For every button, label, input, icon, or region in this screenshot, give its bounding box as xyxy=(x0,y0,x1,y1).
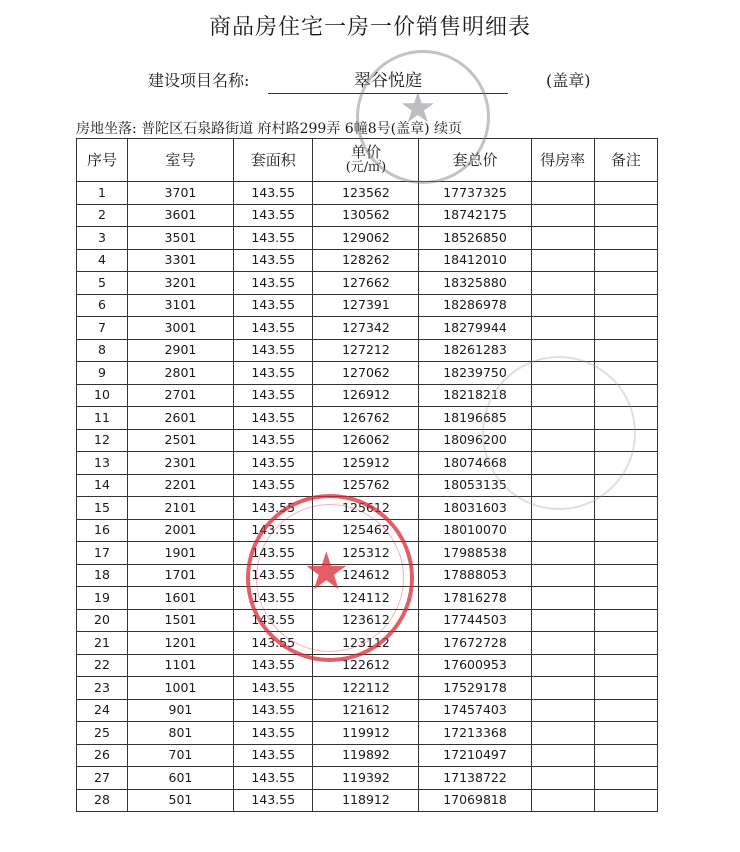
cell-index: 18 xyxy=(77,564,128,587)
cell-index: 10 xyxy=(77,384,128,407)
cell-total-price: 18218218 xyxy=(419,384,531,407)
cell-unit-price: 121612 xyxy=(313,699,419,722)
cell-notes xyxy=(594,519,657,542)
header-efficiency: 得房率 xyxy=(531,139,594,182)
table-row xyxy=(77,744,658,767)
cell-room: 2701 xyxy=(127,384,233,407)
cell-unit-price: 119912 xyxy=(313,722,419,745)
cell-total-price: 17069818 xyxy=(419,789,531,812)
table-row xyxy=(77,317,658,340)
cell-total-price: 17737325 xyxy=(419,182,531,205)
cell-unit-price: 126912 xyxy=(313,384,419,407)
table-row xyxy=(77,294,658,317)
cell-area: 143.55 xyxy=(233,384,313,407)
cell-notes xyxy=(594,564,657,587)
table-row xyxy=(77,609,658,632)
cell-unit-price: 118912 xyxy=(313,789,419,812)
star-icon: ★ xyxy=(399,83,437,132)
cell-unit-price: 124612 xyxy=(313,564,419,587)
table-row xyxy=(77,587,658,610)
cell-efficiency xyxy=(531,609,594,632)
cell-unit-price: 125462 xyxy=(313,519,419,542)
cell-room: 3301 xyxy=(127,249,233,272)
cell-efficiency xyxy=(531,767,594,790)
cell-notes xyxy=(594,632,657,655)
cell-unit-price: 126762 xyxy=(313,407,419,430)
cell-notes xyxy=(594,722,657,745)
cell-notes xyxy=(594,249,657,272)
cell-efficiency xyxy=(531,339,594,362)
cell-index: 20 xyxy=(77,609,128,632)
cell-notes xyxy=(594,317,657,340)
cell-unit-price: 122112 xyxy=(313,677,419,700)
cell-unit-price: 123112 xyxy=(313,632,419,655)
cell-area: 143.55 xyxy=(233,497,313,520)
cell-index: 26 xyxy=(77,744,128,767)
cell-total-price: 17888053 xyxy=(419,564,531,587)
cell-area: 143.55 xyxy=(233,429,313,452)
cell-notes xyxy=(594,362,657,385)
cell-unit-price: 123562 xyxy=(313,182,419,205)
table-row xyxy=(77,474,658,497)
cell-area: 143.55 xyxy=(233,722,313,745)
cell-notes xyxy=(594,272,657,295)
cell-room: 2301 xyxy=(127,452,233,475)
project-row xyxy=(148,66,628,94)
cell-total-price: 18261283 xyxy=(419,339,531,362)
cell-efficiency xyxy=(531,249,594,272)
cell-area: 143.55 xyxy=(233,789,313,812)
cell-room: 601 xyxy=(127,767,233,790)
cell-efficiency xyxy=(531,587,594,610)
cell-notes xyxy=(594,699,657,722)
table-row xyxy=(77,542,658,565)
cell-index: 24 xyxy=(77,699,128,722)
cell-room: 2801 xyxy=(127,362,233,385)
cell-room: 2501 xyxy=(127,429,233,452)
cell-index: 28 xyxy=(77,789,128,812)
cell-total-price: 18096200 xyxy=(419,429,531,452)
cell-notes xyxy=(594,609,657,632)
cell-index: 22 xyxy=(77,654,128,677)
cell-unit-price: 129062 xyxy=(313,227,419,250)
cell-room: 501 xyxy=(127,789,233,812)
cell-total-price: 17457403 xyxy=(419,699,531,722)
cell-room: 1701 xyxy=(127,564,233,587)
cell-room: 2901 xyxy=(127,339,233,362)
cell-index: 5 xyxy=(77,272,128,295)
star-icon: ★ xyxy=(303,542,350,602)
cell-room: 901 xyxy=(127,699,233,722)
cell-efficiency xyxy=(531,632,594,655)
sales-table xyxy=(76,138,658,812)
cell-unit-price: 123612 xyxy=(313,609,419,632)
cell-efficiency xyxy=(531,362,594,385)
cell-notes xyxy=(594,744,657,767)
cell-notes xyxy=(594,474,657,497)
cell-unit-price: 122612 xyxy=(313,654,419,677)
cell-efficiency xyxy=(531,654,594,677)
cell-room: 801 xyxy=(127,722,233,745)
cell-efficiency xyxy=(531,452,594,475)
cell-efficiency xyxy=(531,744,594,767)
cell-index: 21 xyxy=(77,632,128,655)
cell-index: 9 xyxy=(77,362,128,385)
cell-unit-price: 128262 xyxy=(313,249,419,272)
cell-room: 1101 xyxy=(127,654,233,677)
table-row xyxy=(77,407,658,430)
cell-area: 143.55 xyxy=(233,609,313,632)
cell-area: 143.55 xyxy=(233,339,313,362)
cell-unit-price: 119392 xyxy=(313,767,419,790)
cell-unit-price: 126062 xyxy=(313,429,419,452)
cell-index: 14 xyxy=(77,474,128,497)
cell-unit-price: 127391 xyxy=(313,294,419,317)
cell-total-price: 18279944 xyxy=(419,317,531,340)
cell-index: 12 xyxy=(77,429,128,452)
cell-room: 3601 xyxy=(127,204,233,227)
cell-area: 143.55 xyxy=(233,407,313,430)
cell-efficiency xyxy=(531,227,594,250)
cell-total-price: 18010070 xyxy=(419,519,531,542)
cell-efficiency xyxy=(531,294,594,317)
cell-notes xyxy=(594,789,657,812)
cell-unit-price: 127062 xyxy=(313,362,419,385)
cell-efficiency xyxy=(531,519,594,542)
table-header-row xyxy=(77,139,658,182)
cell-unit-price: 125912 xyxy=(313,452,419,475)
cell-unit-price: 127662 xyxy=(313,272,419,295)
cell-area: 143.55 xyxy=(233,294,313,317)
header-area: 套面积 xyxy=(233,139,313,182)
cell-area: 143.55 xyxy=(233,632,313,655)
table-row xyxy=(77,654,658,677)
cell-notes xyxy=(594,654,657,677)
cell-room: 3101 xyxy=(127,294,233,317)
cell-index: 16 xyxy=(77,519,128,542)
cell-room: 3501 xyxy=(127,227,233,250)
cell-total-price: 18742175 xyxy=(419,204,531,227)
cell-room: 1201 xyxy=(127,632,233,655)
cell-total-price: 18325880 xyxy=(419,272,531,295)
cell-notes xyxy=(594,429,657,452)
cell-room: 2101 xyxy=(127,497,233,520)
cell-total-price: 17600953 xyxy=(419,654,531,677)
table-row xyxy=(77,497,658,520)
cell-index: 13 xyxy=(77,452,128,475)
table-row xyxy=(77,204,658,227)
cell-index: 25 xyxy=(77,722,128,745)
cell-total-price: 18526850 xyxy=(419,227,531,250)
cell-index: 27 xyxy=(77,767,128,790)
header-unit-price-line2: (元/㎡) xyxy=(345,160,387,175)
cell-efficiency xyxy=(531,317,594,340)
project-seal-label: (盖章) xyxy=(546,71,591,90)
cell-area: 143.55 xyxy=(233,519,313,542)
table-row xyxy=(77,249,658,272)
cell-efficiency xyxy=(531,699,594,722)
cell-area: 143.55 xyxy=(233,204,313,227)
table-row xyxy=(77,452,658,475)
cell-room: 3001 xyxy=(127,317,233,340)
cell-total-price: 18286978 xyxy=(419,294,531,317)
cell-area: 143.55 xyxy=(233,564,313,587)
cell-area: 143.55 xyxy=(233,767,313,790)
cell-total-price: 17210497 xyxy=(419,744,531,767)
cell-efficiency xyxy=(531,407,594,430)
table-row xyxy=(77,429,658,452)
cell-area: 143.55 xyxy=(233,317,313,340)
table-row xyxy=(77,789,658,812)
cell-room: 2001 xyxy=(127,519,233,542)
cell-index: 11 xyxy=(77,407,128,430)
cell-total-price: 17213368 xyxy=(419,722,531,745)
cell-index: 7 xyxy=(77,317,128,340)
cell-total-price: 17529178 xyxy=(419,677,531,700)
cell-notes xyxy=(594,182,657,205)
cell-notes xyxy=(594,384,657,407)
table-row xyxy=(77,564,658,587)
cell-room: 1901 xyxy=(127,542,233,565)
cell-efficiency xyxy=(531,722,594,745)
table-row xyxy=(77,339,658,362)
cell-total-price: 18239750 xyxy=(419,362,531,385)
cell-index: 2 xyxy=(77,204,128,227)
header-room: 室号 xyxy=(127,139,233,182)
cell-area: 143.55 xyxy=(233,227,313,250)
cell-room: 1501 xyxy=(127,609,233,632)
cell-unit-price: 119892 xyxy=(313,744,419,767)
cell-total-price: 18053135 xyxy=(419,474,531,497)
cell-area: 143.55 xyxy=(233,699,313,722)
cell-area: 143.55 xyxy=(233,542,313,565)
header-unit-price xyxy=(313,139,419,182)
cell-total-price: 17988538 xyxy=(419,542,531,565)
cell-notes xyxy=(594,204,657,227)
cell-area: 143.55 xyxy=(233,249,313,272)
project-label: 建设项目名称: xyxy=(148,71,250,90)
cell-room: 3701 xyxy=(127,182,233,205)
cell-unit-price: 125312 xyxy=(313,542,419,565)
cell-area: 143.55 xyxy=(233,362,313,385)
cell-index: 1 xyxy=(77,182,128,205)
header-unit-price-line1: 单价 xyxy=(350,143,381,161)
table-row xyxy=(77,699,658,722)
cell-room: 3201 xyxy=(127,272,233,295)
cell-notes xyxy=(594,452,657,475)
table-row xyxy=(77,227,658,250)
header-index: 序号 xyxy=(77,139,128,182)
cell-total-price: 18196685 xyxy=(419,407,531,430)
table-row xyxy=(77,182,658,205)
cell-area: 143.55 xyxy=(233,474,313,497)
cell-unit-price: 125612 xyxy=(313,497,419,520)
cell-area: 143.55 xyxy=(233,182,313,205)
cell-index: 19 xyxy=(77,587,128,610)
cell-index: 17 xyxy=(77,542,128,565)
project-name: 翠谷悦庭 xyxy=(268,66,508,94)
cell-index: 15 xyxy=(77,497,128,520)
cell-efficiency xyxy=(531,429,594,452)
table-row xyxy=(77,272,658,295)
cell-room: 2601 xyxy=(127,407,233,430)
cell-efficiency xyxy=(531,384,594,407)
cell-unit-price: 130562 xyxy=(313,204,419,227)
cell-notes xyxy=(594,407,657,430)
location-line: 房地坐落: 普陀区石泉路街道 府村路299弄 6幢8号(盖章) 续页 xyxy=(76,121,462,137)
table-row xyxy=(77,677,658,700)
cell-efficiency xyxy=(531,542,594,565)
cell-total-price: 17744503 xyxy=(419,609,531,632)
cell-notes xyxy=(594,227,657,250)
cell-area: 143.55 xyxy=(233,272,313,295)
cell-efficiency xyxy=(531,182,594,205)
cell-unit-price: 127342 xyxy=(313,317,419,340)
table-row xyxy=(77,362,658,385)
cell-area: 143.55 xyxy=(233,452,313,475)
table-row xyxy=(77,722,658,745)
cell-unit-price: 125762 xyxy=(313,474,419,497)
cell-area: 143.55 xyxy=(233,677,313,700)
cell-efficiency xyxy=(531,564,594,587)
cell-notes xyxy=(594,294,657,317)
header-notes: 备注 xyxy=(594,139,657,182)
header-total-price: 套总价 xyxy=(419,139,531,182)
cell-room: 1601 xyxy=(127,587,233,610)
cell-room: 701 xyxy=(127,744,233,767)
cell-index: 4 xyxy=(77,249,128,272)
cell-index: 6 xyxy=(77,294,128,317)
cell-notes xyxy=(594,497,657,520)
cell-area: 143.55 xyxy=(233,744,313,767)
cell-area: 143.55 xyxy=(233,654,313,677)
cell-notes xyxy=(594,542,657,565)
cell-area: 143.55 xyxy=(233,587,313,610)
table-row xyxy=(77,519,658,542)
cell-efficiency xyxy=(531,497,594,520)
cell-notes xyxy=(594,587,657,610)
cell-room: 1001 xyxy=(127,677,233,700)
cell-efficiency xyxy=(531,204,594,227)
cell-efficiency xyxy=(531,677,594,700)
cell-notes xyxy=(594,339,657,362)
cell-index: 3 xyxy=(77,227,128,250)
cell-total-price: 18074668 xyxy=(419,452,531,475)
cell-index: 23 xyxy=(77,677,128,700)
cell-total-price: 18031603 xyxy=(419,497,531,520)
cell-total-price: 17672728 xyxy=(419,632,531,655)
cell-notes xyxy=(594,677,657,700)
page-title: 商品房住宅一房一价销售明细表 xyxy=(208,15,531,40)
cell-room: 2201 xyxy=(127,474,233,497)
table-row xyxy=(77,632,658,655)
table-body xyxy=(77,182,658,812)
cell-total-price: 18412010 xyxy=(419,249,531,272)
cell-notes xyxy=(594,767,657,790)
cell-unit-price: 127212 xyxy=(313,339,419,362)
cell-efficiency xyxy=(531,789,594,812)
table-row xyxy=(77,384,658,407)
cell-total-price: 17138722 xyxy=(419,767,531,790)
cell-efficiency xyxy=(531,474,594,497)
cell-unit-price: 124112 xyxy=(313,587,419,610)
cell-total-price: 17816278 xyxy=(419,587,531,610)
cell-efficiency xyxy=(531,272,594,295)
cell-index: 8 xyxy=(77,339,128,362)
table-row xyxy=(77,767,658,790)
